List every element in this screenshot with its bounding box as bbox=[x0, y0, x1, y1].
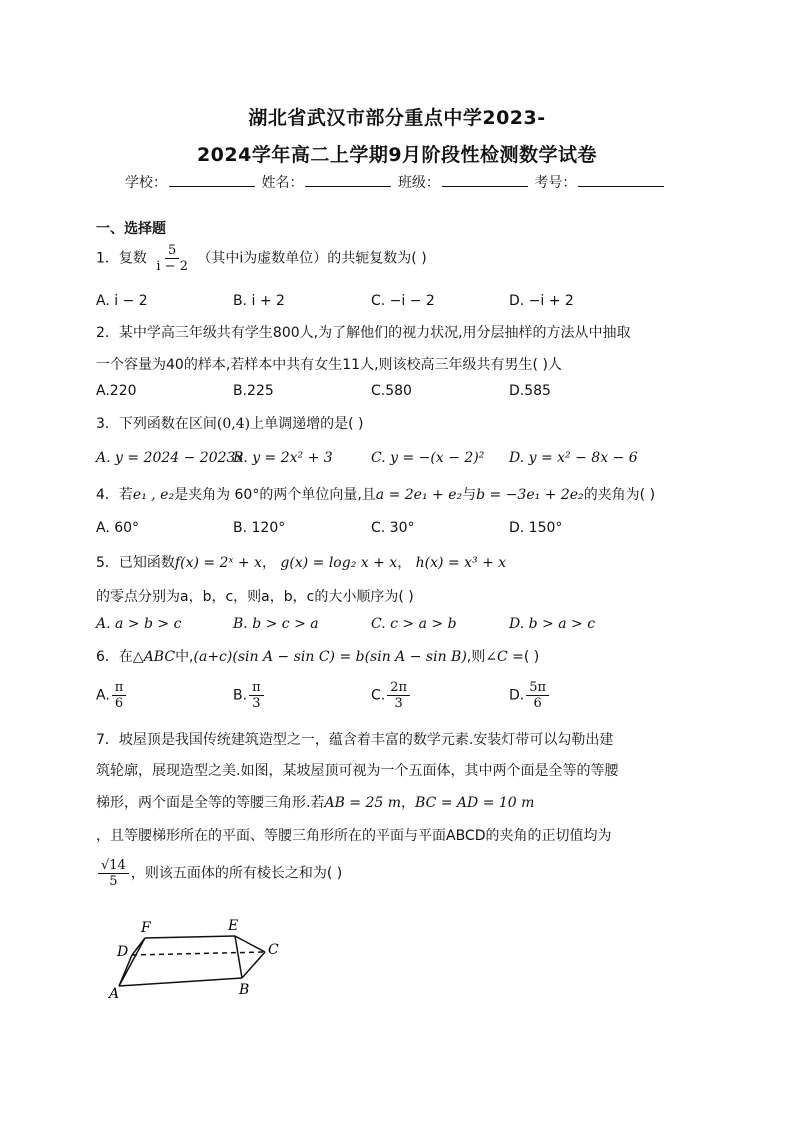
q1-option-a: A. i − 2 bbox=[96, 293, 148, 309]
q5-option-c: C. c > a > b bbox=[371, 616, 457, 632]
q4-option-c: C. 30° bbox=[371, 520, 415, 536]
question-1 bbox=[96, 243, 427, 274]
q1-text-post: （其中i为虚数单位）的共轭复数为( ) bbox=[197, 250, 427, 267]
q1-option-b: B. i + 2 bbox=[233, 293, 285, 309]
label-c: C bbox=[268, 942, 279, 958]
question-7-line5 bbox=[96, 858, 342, 889]
q6-text-mid: 中, bbox=[175, 649, 194, 665]
q3-option-d: D. y = x² − 8x − 6 bbox=[509, 450, 638, 466]
q1-frac-num: 5 bbox=[165, 243, 179, 259]
question-2-line1: 2．某中学高三年级共有学生800人,为了解他们的视力状况,用分层抽样的方法从中抽取 bbox=[96, 325, 631, 341]
q3-interval: (0,4) bbox=[216, 416, 251, 432]
class-blank bbox=[442, 174, 528, 187]
question-5-line2: 的零点分别为a，b，c，则a，b，c的大小顺序为( ) bbox=[96, 589, 414, 605]
q6-option-d-num: 5π bbox=[526, 680, 549, 696]
q5-option-b: B. b > c > a bbox=[233, 616, 319, 632]
school-label: 学校： bbox=[125, 175, 167, 191]
edge-fd bbox=[132, 938, 145, 955]
q4-unit-vectors: e₁ , e₂ bbox=[132, 487, 175, 503]
roof-figure bbox=[105, 918, 285, 1000]
q6-option-d-den: 6 bbox=[533, 696, 542, 711]
q2-option-d: D.585 bbox=[509, 383, 551, 399]
q3-text-post: 上单调递增的是( ) bbox=[250, 416, 364, 432]
q6-text-post: ,则 bbox=[466, 649, 486, 665]
q7-ab-length: AB = 25 m bbox=[324, 795, 402, 811]
q6-option-c-label: C. bbox=[371, 687, 386, 704]
q3-option-c: C. y = −(x − 2)² bbox=[371, 450, 485, 466]
q6-option-b-num: π bbox=[249, 680, 264, 696]
q6-option-a-label: A. bbox=[96, 687, 110, 704]
q5-text-pre: 5．已知函数 bbox=[96, 555, 175, 571]
q6-angle: ∠C = bbox=[485, 649, 524, 665]
q1-text-pre: 1．复数 bbox=[96, 250, 147, 267]
q7-bc-length: BC = AD = 10 m bbox=[415, 795, 535, 811]
q3-option-a: A. y = 2024 − 2023x bbox=[96, 450, 244, 466]
q7-comma: ， bbox=[401, 795, 416, 811]
question-7-line4: ，且等腰梯形所在的平面、等腰三角形所在的平面与平面ABCD的夹角的正切值均为 bbox=[96, 828, 612, 844]
q4-vector-b: b = −3e₁ + 2e₂ bbox=[476, 487, 584, 503]
q4-text3: 与 bbox=[462, 487, 477, 503]
question-4 bbox=[96, 484, 655, 504]
q6-option-b-den: 3 bbox=[252, 696, 261, 711]
q1-fraction bbox=[153, 243, 191, 274]
q4-text1: 4．若 bbox=[96, 487, 133, 503]
q5-func-g: g(x) = log₂ x + x bbox=[280, 555, 398, 571]
question-2-line2: 一个容量为40的样本,若样本中共有女生11人,则该校高三年级共有男生( )人 bbox=[96, 357, 562, 373]
q5-option-d: D. b > a > c bbox=[509, 616, 596, 632]
q6-option-b bbox=[233, 680, 266, 711]
q3-option-b: B. y = 2x² + 3 bbox=[233, 450, 333, 466]
q7-sqrt-den: 5 bbox=[109, 874, 118, 889]
exam-no-blank bbox=[578, 174, 664, 187]
q6-option-a bbox=[96, 680, 128, 711]
class-label: 班级： bbox=[397, 175, 440, 191]
q6-option-d-label: D. bbox=[509, 687, 525, 704]
q7-sqrt-num: √14 bbox=[98, 858, 129, 874]
q5-sep-2: ， bbox=[397, 555, 412, 571]
q5-func-f: f(x) = 2ˣ + x bbox=[174, 555, 262, 571]
q6-text-end: ( ) bbox=[523, 649, 540, 665]
exam-title-line1: 湖北省武汉市部分重点中学2023- bbox=[248, 107, 546, 129]
q7-sqrt-fraction bbox=[98, 858, 129, 889]
q2-option-c: C.580 bbox=[371, 383, 412, 399]
q6-text-pre: 6．在 bbox=[96, 649, 133, 665]
q3-text-pre: 3．下列函数在区间 bbox=[96, 416, 217, 432]
edge-ab bbox=[119, 978, 242, 986]
q5-option-a: A. a > b > c bbox=[96, 616, 182, 632]
q6-equation: (a+c)(sin A − sin C) = b(sin A − sin B) bbox=[193, 649, 467, 665]
student-info-row bbox=[125, 172, 666, 192]
question-5-line1 bbox=[96, 552, 506, 572]
label-a: A bbox=[109, 986, 120, 1000]
label-d: D bbox=[117, 944, 129, 960]
section-heading: 一、选择题 bbox=[96, 221, 166, 237]
q5-func-h: h(x) = x³ + x bbox=[415, 555, 507, 571]
label-b: B bbox=[239, 982, 250, 998]
q6-option-a-den: 6 bbox=[114, 696, 124, 711]
exam-no-label: 考号： bbox=[534, 175, 577, 191]
q6-option-b-label: B. bbox=[233, 687, 248, 704]
q6-option-c bbox=[371, 680, 412, 711]
school-blank bbox=[169, 174, 255, 187]
label-f: F bbox=[141, 920, 151, 936]
question-7-line2: 筑轮廓，展现造型之美.如图，某坡屋顶可视为一个五面体，其中两个面是全等的等腰 bbox=[96, 763, 619, 779]
q6-option-a-num: π bbox=[112, 680, 127, 696]
label-e: E bbox=[228, 918, 239, 934]
question-6 bbox=[96, 646, 539, 666]
q1-option-c: C. −i − 2 bbox=[371, 293, 435, 309]
q6-option-d bbox=[509, 680, 551, 711]
q4-option-b: B. 120° bbox=[233, 520, 286, 536]
q4-option-a: A. 60° bbox=[96, 520, 140, 536]
q6-triangle: △ABC bbox=[132, 649, 176, 665]
q1-option-d: D. −i + 2 bbox=[509, 293, 574, 309]
question-7-line3 bbox=[96, 792, 534, 812]
q5-sep-1: ， bbox=[261, 555, 276, 571]
q4-vector-a: a = 2e₁ + e₂ bbox=[375, 487, 463, 503]
q2-option-a: A.220 bbox=[96, 383, 137, 399]
edge-ec bbox=[235, 936, 265, 952]
q4-option-d: D. 150° bbox=[509, 520, 563, 536]
q6-option-c-num: 2π bbox=[387, 680, 410, 696]
edge-fe bbox=[145, 936, 235, 938]
q1-frac-den: i − 2 bbox=[156, 259, 188, 274]
question-3 bbox=[96, 413, 364, 433]
edge-dc-hidden bbox=[132, 952, 265, 955]
question-7-line1: 7．坡屋顶是我国传统建筑造型之一，蕴含着丰富的数学元素.安装灯带可以勾勒出建 bbox=[96, 732, 614, 748]
q4-text2: 是夹角为 60°的两个单位向量,且 bbox=[174, 487, 376, 503]
name-label: 姓名： bbox=[261, 175, 304, 191]
q4-text4: 的夹角为( ) bbox=[583, 487, 656, 503]
q2-option-b: B.225 bbox=[233, 383, 274, 399]
q7-text-pre: 梯形，两个面是全等的等腰三角形.若 bbox=[96, 795, 325, 811]
edge-bc bbox=[242, 952, 265, 978]
q6-option-c-den: 3 bbox=[394, 696, 403, 711]
name-blank bbox=[305, 174, 391, 187]
exam-title-line2: 2024学年高二上学期9月阶段性检测数学试卷 bbox=[196, 144, 598, 166]
edge-eb bbox=[235, 936, 242, 978]
q7-text-end: ，则该五面体的所有棱长之和为( ) bbox=[130, 865, 343, 882]
